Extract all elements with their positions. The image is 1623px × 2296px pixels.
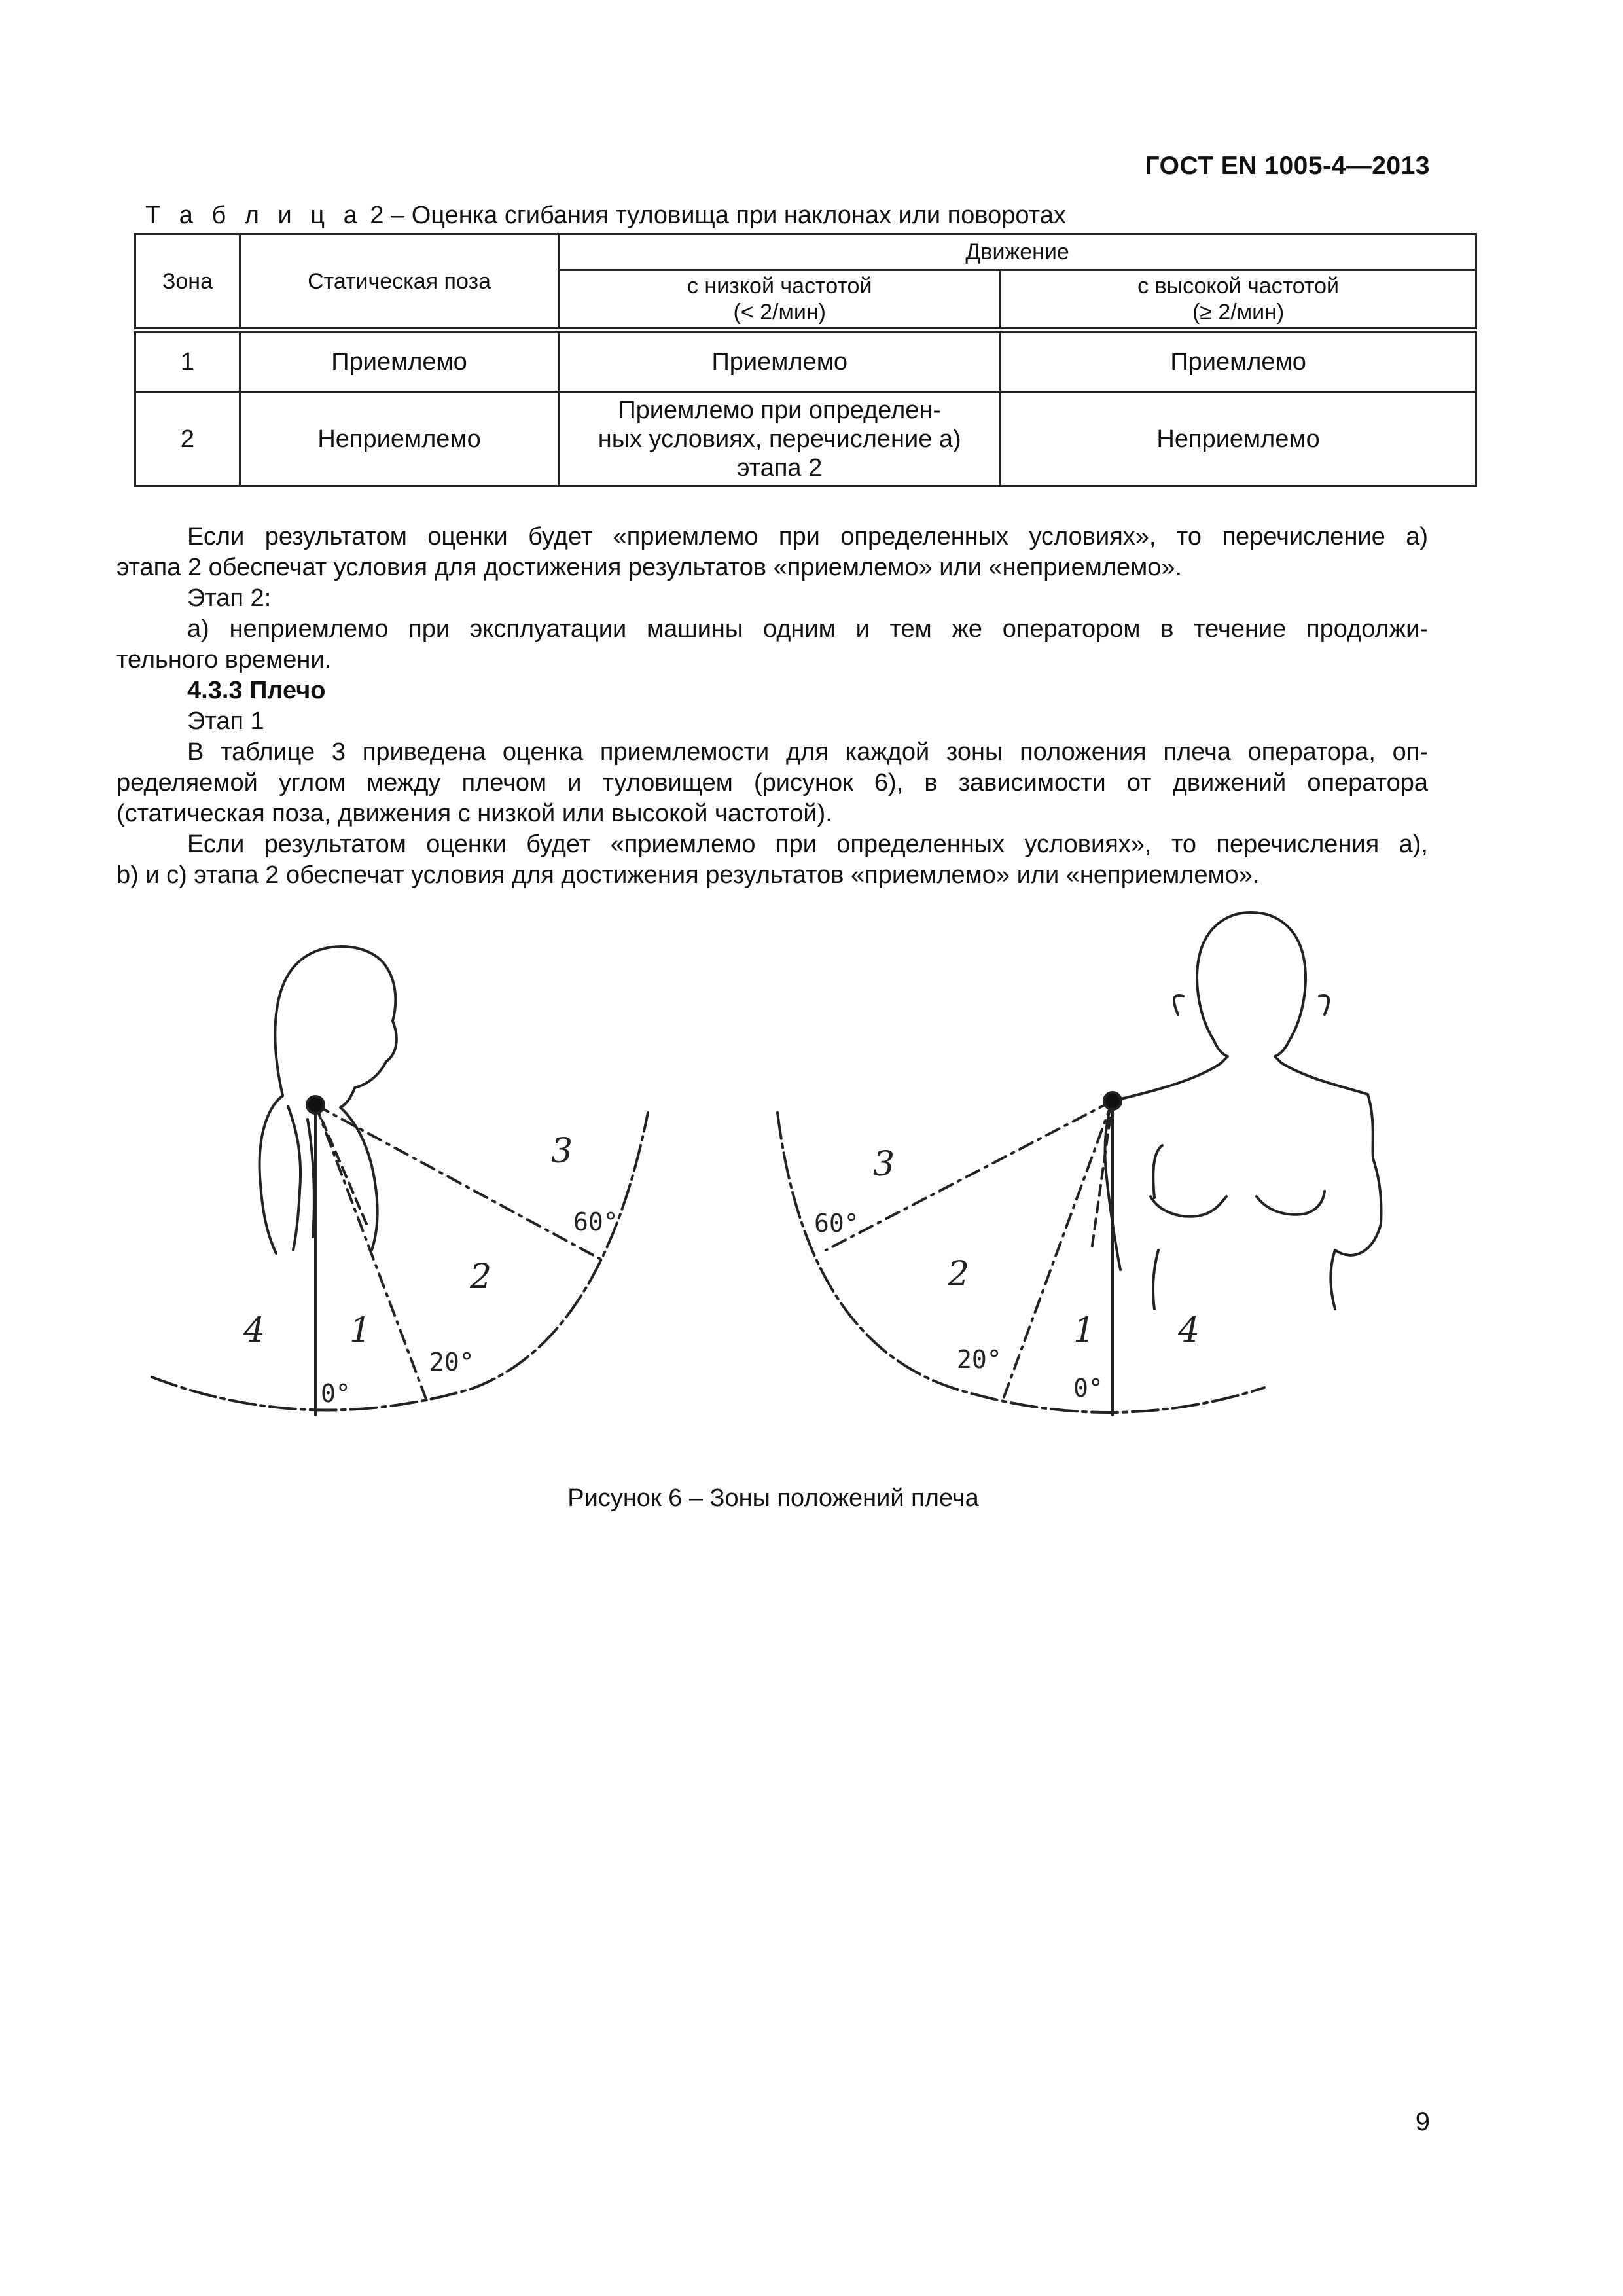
front-torso — [1105, 1063, 1381, 1309]
header-high-frequency — [1001, 270, 1476, 331]
cell-low: Приемлемо — [559, 331, 1001, 392]
paragraph-line: b) и с) этапа 2 обеспечат условия для достижения результатов «приемлемо» или «неприемлемо». — [116, 861, 1260, 889]
cell-high: Приемлемо — [1001, 331, 1476, 392]
stage-1-label: Этап 1 — [187, 708, 264, 735]
section-number: 4.3.3 — [187, 677, 243, 704]
paragraph-line: (статическая поза, движения с низкой или высокой частотой). — [116, 800, 832, 827]
page-number: 9 — [1415, 2108, 1430, 2136]
table-caption-label: Т а б л и ц а — [145, 202, 363, 229]
table-row — [135, 392, 1476, 486]
angle-label: 0° — [321, 1379, 351, 1408]
angle-label: 60° — [573, 1208, 618, 1236]
header-high-frequency-line: с высокой частотой — [1137, 274, 1340, 298]
table-caption — [145, 202, 1066, 230]
cell-low-line: ных условиях, перечисление а) — [597, 425, 961, 453]
table-caption-text: 2 – Оценка сгибания туловища при наклонах или поворотах — [370, 202, 1066, 229]
side-profile-silhouette — [260, 946, 397, 1253]
cell-static: Неприемлемо — [240, 392, 558, 486]
angle-label: 0° — [1073, 1374, 1103, 1403]
header-zone: Зона — [135, 234, 240, 331]
zone-label: 1 — [349, 1311, 372, 1350]
shoulder-zones-diagram — [0, 884, 1623, 1460]
paragraph-line: тельного времени. — [116, 646, 332, 673]
zone-boundary-aux — [315, 1105, 366, 1224]
zone-label: 2 — [470, 1257, 492, 1297]
cell-low — [559, 392, 1001, 486]
zone-arc — [777, 1113, 1264, 1412]
header-low-frequency — [559, 270, 1001, 331]
header-high-frequency-line: (≥ 2/мин) — [1192, 300, 1285, 325]
cell-high: Неприемлемо — [1001, 392, 1476, 486]
paragraph-line: а) неприемлемо при эксплуатации машины одним и тем же оператором в течение продолжи- — [187, 615, 1428, 643]
paragraph-line: этапа 2 обеспечат условия для достижения результатов «приемлемо» или «неприемлемо». — [116, 554, 1183, 581]
paragraph-line: ределяемой углом между плечом и туловищем (рисунок 6), в зависимости от движений оператора — [116, 769, 1428, 797]
table-2 — [134, 233, 1477, 487]
paragraph-line: Если результатом оценки будет «приемлемо при определенных условиях», то перечисление а) — [187, 523, 1428, 550]
cell-low-line: Приемлемо при определен- — [618, 396, 942, 424]
zone-label: 3 — [873, 1145, 895, 1184]
cell-low-line: этапа 2 — [737, 454, 823, 482]
document-code: ГОСТ EN 1005-4—2013 — [1145, 152, 1430, 180]
figure-caption: Рисунок 6 – Зоны положений плеча — [567, 1484, 979, 1512]
table-row — [135, 331, 1476, 392]
zone-boundary-20 — [1003, 1101, 1113, 1401]
section-title: Плечо — [249, 677, 326, 704]
section-heading — [116, 675, 1428, 706]
header-movement: Движение — [559, 234, 1476, 270]
zone-arc — [152, 1113, 648, 1410]
angle-label: 20° — [957, 1345, 1002, 1374]
cell-zone: 1 — [135, 331, 240, 392]
angle-label: 20° — [429, 1348, 474, 1376]
cell-zone: 2 — [135, 392, 240, 486]
table-header-row — [135, 234, 1476, 270]
zone-boundary-60 — [826, 1101, 1113, 1250]
zone-label: 4 — [1178, 1311, 1200, 1350]
shoulder-joint-marker — [307, 1096, 324, 1113]
zone-label: 2 — [948, 1255, 970, 1294]
front-head — [1174, 912, 1329, 1063]
angle-label: 60° — [814, 1209, 859, 1238]
header-low-frequency-line: с низкой частотой — [687, 274, 872, 298]
zone-label: 1 — [1073, 1311, 1096, 1350]
zone-label: 4 — [243, 1311, 266, 1350]
figure-6 — [0, 884, 1623, 1460]
stage-2-label: Этап 2: — [187, 584, 272, 612]
header-static-pose: Статическая поза — [240, 234, 558, 331]
body-text — [116, 522, 1428, 891]
shoulder-joint-marker — [1104, 1092, 1121, 1109]
zone-boundary-20 — [315, 1105, 427, 1401]
header-low-frequency-line: (< 2/мин) — [733, 300, 826, 325]
paragraph-line: Если результатом оценки будет «приемлемо при определенных условиях», то перечисления а), — [187, 831, 1428, 858]
left-side-view — [152, 946, 648, 1415]
cell-static: Приемлемо — [240, 331, 558, 392]
zone-boundary-aux — [1092, 1101, 1113, 1250]
paragraph-line: В таблице 3 приведена оценка приемлемости для каждой зоны положения плеча оператора, оп- — [187, 738, 1428, 766]
zone-label: 3 — [551, 1132, 573, 1171]
